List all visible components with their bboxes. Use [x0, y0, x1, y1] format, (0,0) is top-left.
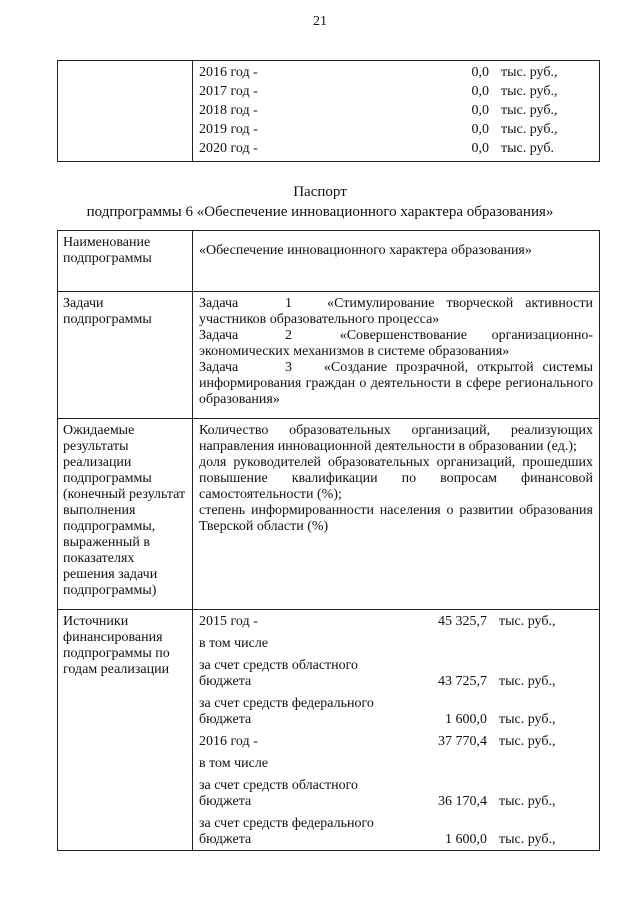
- funding-text: за счет средств областного бюджета: [199, 778, 359, 809]
- tasks-cell: [193, 292, 600, 419]
- page-number: 21: [313, 14, 327, 29]
- name-label: Наименование подпрограммы: [58, 231, 193, 292]
- task-number: 3: [285, 360, 292, 375]
- funding-continuation-table: [57, 60, 600, 162]
- funding-amount: 45 325,7: [438, 614, 487, 629]
- task-text: «Совершенствование организационно-экономических механизмов в системе образования»: [199, 328, 593, 359]
- year-label: 2019 год -: [199, 122, 258, 137]
- results-cell: [193, 419, 600, 610]
- year-row: [199, 139, 593, 158]
- funding-line: [199, 696, 593, 728]
- year-label: 2018 год -: [199, 103, 258, 118]
- task-text: «Стимулирование творческой активности участников образовательного процесса»: [199, 296, 593, 327]
- result-item: доля руководителей образовательных организаций, прошедших повышение квалификации по вопросам финансовой самостоятельности (%);: [199, 455, 593, 502]
- funding-amount: 1 600,0: [445, 712, 487, 727]
- funding-amount: 43 725,7: [438, 674, 487, 689]
- task-text: «Создание прозрачной, открытой системы информирования граждан о деятельности в сфере регионального образования»: [199, 360, 593, 407]
- task-word: Задача: [199, 296, 239, 311]
- funding-unit: тыс. руб.,: [499, 674, 556, 689]
- funding-amount: 37 770,4: [438, 734, 487, 749]
- task-item: [199, 328, 593, 360]
- year-amount: 0,0: [471, 65, 489, 80]
- funding-cell: [193, 610, 600, 851]
- funding-text: 2015 год -: [199, 614, 258, 629]
- year-unit: тыс. руб.,: [501, 65, 558, 80]
- funding-line: [199, 636, 593, 652]
- task-number: 1: [285, 296, 292, 311]
- year-label: 2016 год -: [199, 65, 258, 80]
- task-word: Задача: [199, 328, 239, 343]
- funding-line: [199, 614, 593, 630]
- funding-line: [199, 778, 593, 810]
- funding-text: в том числе: [199, 756, 269, 771]
- passport-heading: [0, 182, 640, 222]
- funding-line: [199, 734, 593, 750]
- year-amounts-cell: [193, 61, 600, 162]
- year-unit: тыс. руб.,: [501, 103, 558, 118]
- year-amount: 0,0: [471, 103, 489, 118]
- funding-unit: тыс. руб.,: [499, 734, 556, 749]
- funding-text: за счет средств областного бюджета: [199, 658, 359, 689]
- year-unit: тыс. руб.: [501, 141, 554, 156]
- table-row: [58, 610, 600, 851]
- task-number: 2: [285, 328, 292, 343]
- year-label: 2017 год -: [199, 84, 258, 99]
- results-label: Ожидаемые результаты реализации подпрограммы (конечный результат выполнения подпрограммы, выраженный в показателях решения задачи подпрограммы): [58, 419, 193, 610]
- year-amount: 0,0: [471, 122, 489, 137]
- year-row: [199, 101, 593, 120]
- year-row: [199, 82, 593, 101]
- funding-unit: тыс. руб.,: [499, 832, 556, 847]
- funding-amount: 1 600,0: [445, 832, 487, 847]
- year-label: 2020 год -: [199, 141, 258, 156]
- funding-unit: тыс. руб.,: [499, 614, 556, 629]
- funding-unit: тыс. руб.,: [499, 794, 556, 809]
- year-amount: 0,0: [471, 141, 489, 156]
- table-row: [58, 419, 600, 610]
- year-row: [199, 63, 593, 82]
- funding-text: за счет средств федерального бюджета: [199, 816, 374, 847]
- passport-table: [57, 230, 600, 851]
- tasks-label: Задачи подпрограммы: [58, 292, 193, 419]
- funding-line: [199, 658, 593, 690]
- year-unit: тыс. руб.,: [501, 84, 558, 99]
- funding-text: 2016 год -: [199, 734, 258, 749]
- task-word: Задача: [199, 360, 239, 375]
- funding-text: за счет средств федерального бюджета: [199, 696, 374, 727]
- table-row: [58, 292, 600, 419]
- funding-label: Источники финансирования подпрограммы по годам реализации: [58, 610, 193, 851]
- funding-amount: 36 170,4: [438, 794, 487, 809]
- name-value: «Обеспечение инновационного характера образования»: [193, 231, 600, 292]
- funding-text: в том числе: [199, 636, 269, 651]
- year-amount: 0,0: [471, 84, 489, 99]
- empty-label-cell: [58, 61, 193, 162]
- heading-title: Паспорт: [293, 184, 347, 200]
- funding-line: [199, 756, 593, 772]
- year-row: [199, 120, 593, 139]
- funding-unit: тыс. руб.,: [499, 712, 556, 727]
- task-item: [199, 296, 593, 328]
- task-item: [199, 360, 593, 408]
- result-item: степень информированности населения о развитии образования Тверской области (%): [199, 503, 593, 534]
- year-unit: тыс. руб.,: [501, 122, 558, 137]
- table-row: [58, 231, 600, 292]
- funding-line: [199, 816, 593, 848]
- result-item: Количество образовательных организаций, реализующих направления инновационной деятельности в образовании (ед.);: [199, 423, 593, 454]
- heading-subtitle: подпрограммы 6 «Обеспечение инновационного характера образования»: [86, 204, 554, 220]
